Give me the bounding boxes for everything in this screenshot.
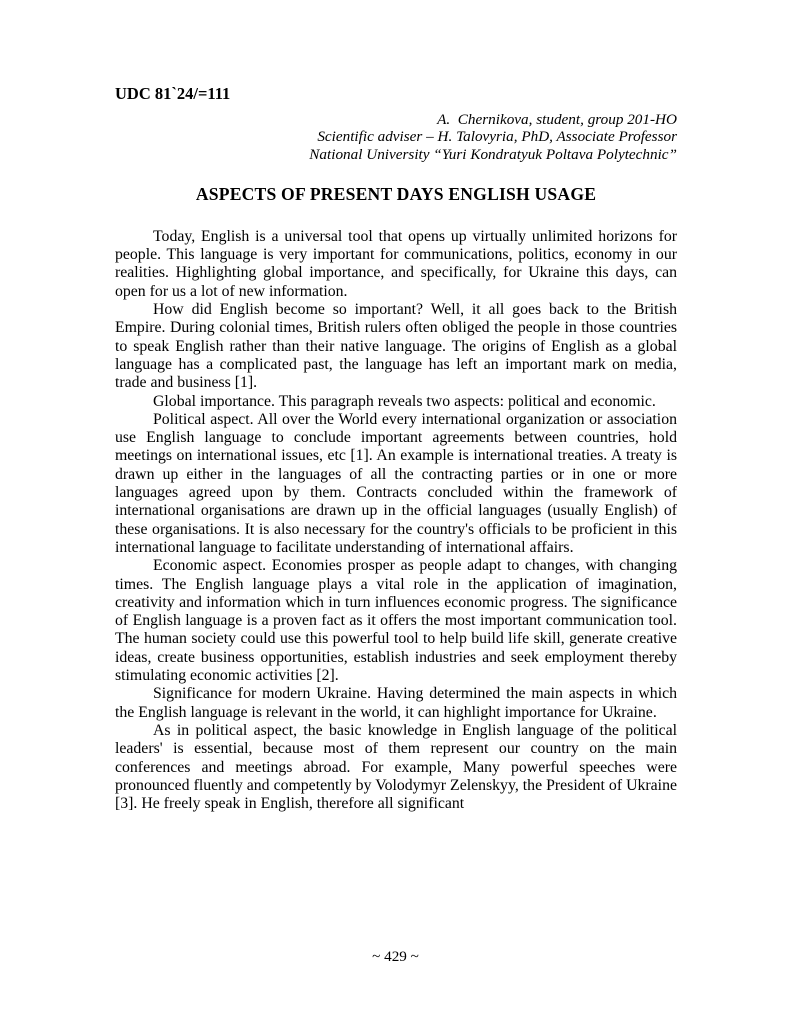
byline (115, 111, 677, 163)
paragraph-6: Significance for modern Ukraine. Having determined the main aspects in which the English language is relevant in the world, it can highlight importance for Ukraine. (115, 685, 677, 721)
page-content (115, 84, 677, 813)
byline-adviser: Scientific adviser – H. Talovyria, PhD, Associate Professor (317, 128, 677, 146)
paragraph-4: Political aspect. All over the World every international organization or association use English language to conclude important agreements between countries, hold meetings on international issues, etc [1]. An example is international treaties. A treaty is drawn up either in the languages of all the contracting parties or in one or more languages agreed upon by them. Contracts concluded within the framework of international organisations are drawn up in the official languages (usually English) of these organisations. It is also necessary for the country's officials to be proficient in this international language to facilitate understanding of international affairs. (115, 410, 677, 556)
byline-author: A. Chernikova, student, group 201-HO (437, 111, 677, 128)
paragraph-3: Global importance. This paragraph reveals two aspects: political and economic. (153, 392, 656, 410)
byline-affiliation: National University “Yuri Kondratyuk Poltava Polytechnic” (309, 145, 677, 163)
paragraph-5: Economic aspect. Economies prosper as people adapt to changes, with changing times. The English language plays a vital role in the application of imagination, creativity and information which in turn influences economic progress. The significance of English language is a proven fact as it offers the most important communication tool. The human society could use this powerful tool to help build life skill, generate creative ideas, create business opportunities, establish industries and seek employment thereby stimulating economic activities [2]. (115, 557, 677, 685)
paragraph-1: Today, English is a universal tool that opens up virtually unlimited horizons for people. This language is very important for communications, politics, economy in our realities. Highlighting global importance, and specifically, for Ukraine this days, can open for us a lot of new information. (115, 227, 677, 300)
paper-body (115, 228, 677, 814)
udc-code: UDC 81`24/=111 (115, 84, 231, 103)
paragraph-7: As in political aspect, the basic knowledge in English language of the political leaders' is essential, because most of them represent our country on the main conferences and meetings abroad. For example, Many powerful speeches were pronounced fluently and competently by Volodymyr Zelenskyy, the President of Ukraine [3]. He freely speak in English, therefore all significant (115, 721, 677, 813)
page-number: ~ 429 ~ (372, 948, 419, 965)
paper-title: ASPECTS OF PRESENT DAYS ENGLISH USAGE (195, 183, 597, 204)
paragraph-2: How did English become so important? Well, it all goes back to the British Empire. During colonial times, British rulers often obliged the people in those countries to speak English rather than their native language. The origins of English as a global language has a complicated past, the language has left an important mark on media, trade and business [1]. (115, 301, 677, 392)
